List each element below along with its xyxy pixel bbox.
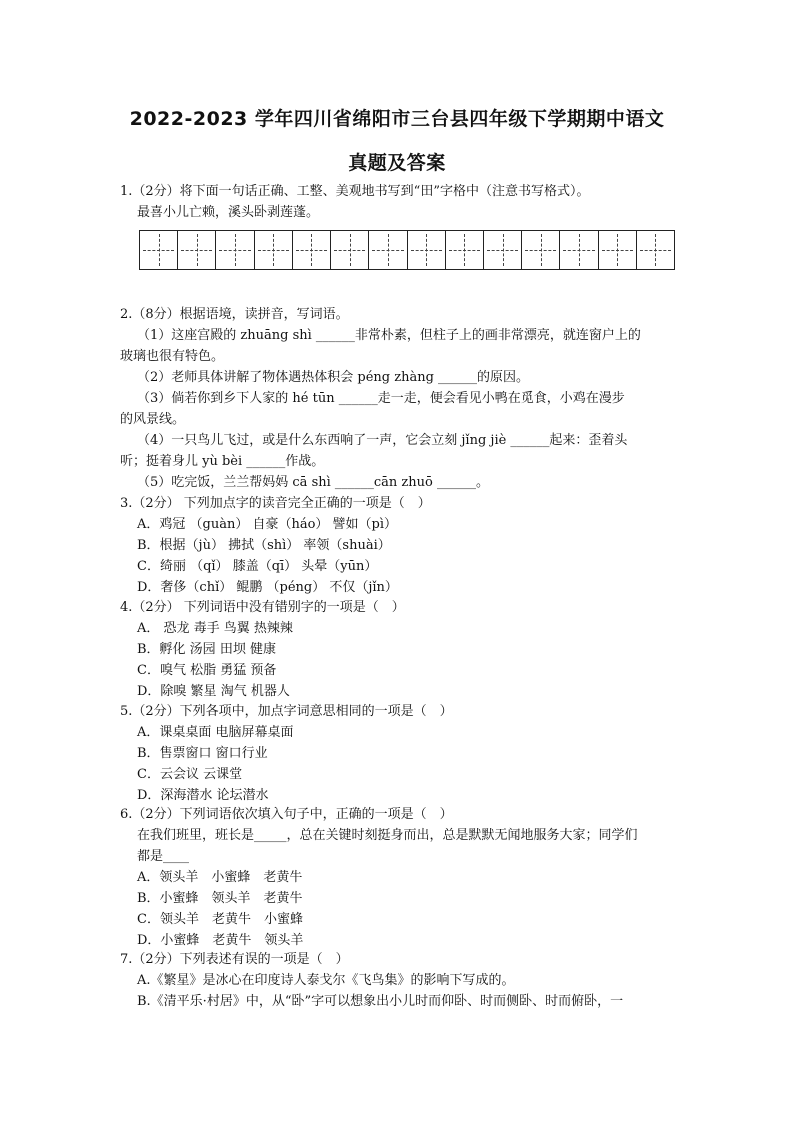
question-2-item-4-cont: 听；挺着身儿 yù bèi ______作战。 xyxy=(120,454,325,469)
page-title: 2022-2023 学年四川省绵阳市三台县四年级下学期期中语文 xyxy=(129,108,665,130)
grid-cell[interactable] xyxy=(140,231,178,269)
grid-cell[interactable] xyxy=(331,231,369,269)
question-2-item-2: （2）老师具体讲解了物体遇热体积会 péng zhàng ______的原因。 xyxy=(137,370,530,385)
question-7-stem: 7.（2分）下列表述有误的一项是（ ） xyxy=(120,952,349,967)
grid-cell[interactable] xyxy=(637,231,674,269)
grid-cell[interactable] xyxy=(446,231,484,269)
question-2-item-4: （4）一只鸟儿飞过，或是什么东西响了一声，它会立刻 jǐng jiè ______起来：歪着头 xyxy=(137,433,628,448)
option-b[interactable]: B．根据（jù） 拂拭（shì） 率领（shuài） xyxy=(137,538,391,553)
question-6-stem: 6.（2分）下列词语依次填入句子中，正确的一项是（ ） xyxy=(120,807,453,822)
option-b[interactable]: B．孵化 汤园 田坝 健康 xyxy=(137,642,276,657)
question-6-context: 在我们班里，班长是_____，总在关键时刻挺身而出，总是默默无闻地服务大家；同学们 xyxy=(137,828,638,843)
option-c[interactable]: C．嗅气 松脂 勇猛 预备 xyxy=(137,663,277,678)
question-6-context-cont: 都是____ xyxy=(137,849,190,864)
option-b[interactable]: B．售票窗口 窗口行业 xyxy=(137,746,268,761)
option-a[interactable]: A．课桌桌面 电脑屏幕桌面 xyxy=(137,725,294,740)
question-5-stem: 5.（2分）下列各项中，加点字词意思相同的一项是（ ） xyxy=(120,704,453,719)
option-c[interactable]: C．绮丽 （qǐ） 膝盖（qī） 头晕（yūn） xyxy=(137,559,378,574)
question-1-sentence: 最喜小儿亡赖，溪头卧剥莲蓬。 xyxy=(137,205,320,220)
question-2-item-3: （3）倘若你到乡下人家的 hé tūn ______走一走，便会看见小鸭在觅食，小鸡在漫步 xyxy=(137,391,625,406)
question-2-item-5: （5）吃完饭，兰兰帮妈妈 cā shì ______cān zhuō ______。 xyxy=(137,475,489,490)
option-b[interactable]: B.《清平乐·村居》中，从“卧”字可以想象出小儿时而仰卧、时而侧卧、时而俯卧，一 xyxy=(137,994,624,1009)
option-d[interactable]: D．深海潜水 论坛潜水 xyxy=(137,788,269,803)
grid-cell[interactable] xyxy=(408,231,446,269)
grid-cell[interactable] xyxy=(599,231,637,269)
grid-cell[interactable] xyxy=(522,231,560,269)
option-a[interactable]: A．鸡冠 （guàn） 自豪（háo） 譬如（pì） xyxy=(137,517,398,532)
question-2-item-1-cont: 玻璃也很有特色。 xyxy=(120,349,225,364)
option-c[interactable]: C．云会议 云课堂 xyxy=(137,767,243,782)
question-3-stem: 3.（2分） 下列加点字的读音完全正确的一项是（ ） xyxy=(120,496,431,511)
option-d[interactable]: D．小蜜蜂 老黄牛 领头羊 xyxy=(137,933,304,948)
question-2-stem: 2.（8分）根据语境，读拼音，写词语。 xyxy=(120,307,349,322)
option-a[interactable]: A.《繁星》是冰心在印度诗人泰戈尔《飞鸟集》的影响下写成的。 xyxy=(137,973,515,988)
option-d[interactable]: D．除嗅 繁星 淘气 机器人 xyxy=(137,684,290,699)
option-c[interactable]: C．领头羊 老黄牛 小蜜蜂 xyxy=(137,912,303,927)
question-1-stem: 1.（2分）将下面一句话正确、工整、美观地书写到“田”字格中（注意书写格式）。 xyxy=(120,184,590,199)
question-2-item-3-cont: 的风景线。 xyxy=(120,412,186,427)
grid-cell[interactable] xyxy=(560,231,598,269)
tianzige-writing-grid[interactable] xyxy=(139,230,675,270)
option-a[interactable]: A． 恐龙 毒手 鸟翼 热辣辣 xyxy=(137,621,293,636)
option-a[interactable]: A．领头羊 小蜜蜂 老黄牛 xyxy=(137,870,303,885)
question-4-stem: 4.（2分） 下列词语中没有错别字的一项是（ ） xyxy=(120,600,405,615)
page-title-line2: 真题及答案 xyxy=(348,152,446,174)
grid-cell[interactable] xyxy=(293,231,331,269)
grid-cell[interactable] xyxy=(216,231,254,269)
grid-cell[interactable] xyxy=(178,231,216,269)
option-d[interactable]: D．奢侈（chǐ） 鲲鹏 （péng） 不仅（jǐn） xyxy=(137,580,398,595)
grid-cell[interactable] xyxy=(369,231,407,269)
option-b[interactable]: B．小蜜蜂 领头羊 老黄牛 xyxy=(137,891,303,906)
grid-cell[interactable] xyxy=(255,231,293,269)
grid-cell[interactable] xyxy=(484,231,522,269)
question-2-item-1: （1）这座宫殿的 zhuāng shì ______非常朴素，但柱子上的画非常漂亮，就连窗户上的 xyxy=(137,328,641,343)
